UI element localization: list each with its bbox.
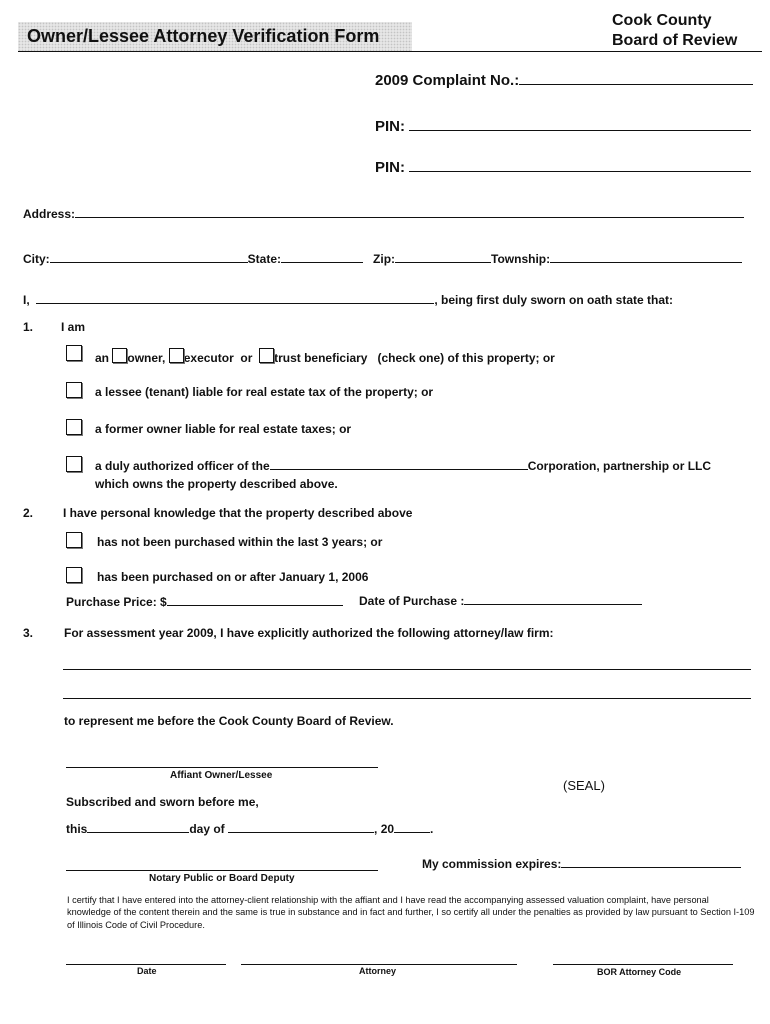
purchase-price-field[interactable] [66, 595, 343, 609]
notary-label: Notary Public or Board Deputy [149, 873, 295, 884]
affiant-name-line[interactable] [36, 303, 434, 304]
pin-label-2: PIN: [375, 159, 405, 176]
attorney-name-line-2[interactable] [63, 698, 751, 699]
option-or-text: or [240, 351, 253, 365]
form-title: Owner/Lessee Attorney Verification Form [27, 26, 380, 46]
checkbox-authorized-officer[interactable] [66, 456, 82, 472]
commission-line[interactable] [561, 867, 741, 868]
purchase-price-line[interactable] [167, 605, 343, 606]
seal-text: (SEAL) [563, 778, 605, 793]
checkbox-trust-beneficiary[interactable] [259, 348, 274, 363]
agency-name-line1: Cook County [612, 12, 712, 29]
checkbox-owner-executor-trust[interactable] [66, 345, 82, 361]
bor-code-line[interactable] [553, 964, 733, 965]
option-officer-text-a: a duly authorized officer of the [95, 459, 270, 473]
pin-field-1[interactable] [375, 118, 751, 135]
option-lessee-text: a lessee (tenant) liable for real estate tax of the property; or [95, 385, 434, 399]
section1-heading: I am [61, 320, 86, 334]
address-line[interactable] [75, 217, 744, 218]
oath-sworn-text: , being first duly sworn on oath state that: [434, 293, 674, 307]
option-an-text: an [95, 351, 110, 365]
entity-name-line[interactable] [270, 469, 528, 470]
option-authorized-officer [95, 459, 711, 473]
notary-date-row [66, 822, 433, 836]
purchase-date-label: Date of Purchase : [359, 594, 465, 608]
subscribed-text: Subscribed and sworn before me, [66, 795, 259, 809]
pin-label-1: PIN: [375, 118, 405, 135]
option-former-owner-text: a former owner liable for real estate taxes; or [95, 422, 352, 436]
notary-year-line[interactable] [394, 832, 430, 833]
date-signature-line[interactable] [66, 964, 226, 965]
certify-paragraph: I certify that I have entered into the attorney-client relationship with the affiant and I have read the accompanying assessed valuation complaint, have personal knowledge of the content therein and the same is true in substance and in fact and further, I so certify all under the penalties as provided by law pursuant to Section I-109 of Illinois Code of Civil Procedure. [67, 895, 755, 930]
state-line[interactable] [281, 262, 363, 263]
checkbox-purchased[interactable] [66, 567, 82, 583]
affiant-signature-line[interactable] [66, 767, 378, 768]
header-divider [18, 51, 762, 52]
period-text: . [430, 822, 434, 836]
checkbox-owner[interactable] [112, 348, 127, 363]
oath-row [23, 293, 673, 307]
section2-number: 2. [23, 506, 34, 520]
zip-label: Zip: [373, 252, 396, 266]
state-label: State: [247, 252, 282, 266]
notary-signature-line[interactable] [66, 870, 378, 871]
purchase-date-line[interactable] [464, 604, 642, 605]
zip-line[interactable] [395, 262, 491, 263]
option-owner-text: owner, [127, 351, 166, 365]
township-label: Township: [491, 252, 551, 266]
year-label: , 20 [374, 822, 395, 836]
section2-heading: I have personal knowledge that the property described above [63, 506, 413, 520]
checkbox-former-owner[interactable] [66, 419, 82, 435]
option-trust-text: trust beneficiary [274, 351, 368, 365]
address-field[interactable] [23, 207, 744, 221]
attorney-label: Attorney [359, 966, 397, 976]
complaint-number-label: 2009 Complaint No.: [375, 72, 520, 89]
city-label: City: [23, 252, 50, 266]
affiant-label: Affiant Owner/Lessee [170, 770, 273, 781]
oath-i-label: I, [23, 293, 30, 307]
date-label: Date [137, 966, 157, 976]
complaint-number-line[interactable] [519, 84, 753, 85]
purchase-date-field[interactable] [359, 594, 642, 608]
represent-text: to represent me before the Cook County Board of Review. [64, 714, 394, 728]
pin-field-2[interactable] [375, 159, 751, 176]
pin-line-1[interactable] [409, 130, 751, 131]
attorney-name-line-1[interactable] [63, 669, 751, 670]
checkbox-executor[interactable] [169, 348, 184, 363]
notary-day-line[interactable] [87, 832, 189, 833]
commission-label: My commission expires: [422, 857, 562, 871]
option-not-purchased-text: has not been purchased within the last 3 years; or [97, 535, 383, 549]
checkbox-lessee[interactable] [66, 382, 82, 398]
attorney-signature-line[interactable] [241, 964, 517, 965]
this-label: this [66, 822, 88, 836]
option-officer-text-b: Corporation, partnership or LLC [527, 459, 712, 473]
address-label: Address: [23, 207, 76, 221]
bor-code-label: BOR Attorney Code [597, 967, 682, 977]
option-purchased-text: has been purchased on or after January 1, 2006 [97, 570, 369, 584]
agency-name-line2: Board of Review [612, 32, 738, 49]
day-of-label: day of [189, 822, 225, 836]
form-title-banner [18, 22, 412, 52]
option-owner-executor-trust [95, 348, 555, 365]
section1-number: 1. [23, 320, 34, 334]
commission-field[interactable] [422, 857, 741, 871]
option-officer-text-c: which owns the property described above. [95, 477, 338, 491]
complaint-number-field[interactable] [375, 72, 753, 89]
city-state-zip-row [23, 252, 742, 266]
pin-line-2[interactable] [409, 171, 751, 172]
section3-heading: For assessment year 2009, I have explicitly authorized the following attorney/law firm: [64, 626, 554, 640]
option-check-one-text: (check one) of this property; or [377, 351, 555, 365]
checkbox-not-purchased[interactable] [66, 532, 82, 548]
purchase-price-label: Purchase Price: $ [66, 595, 167, 609]
option-executor-text: executor [183, 351, 234, 365]
township-line[interactable] [550, 262, 742, 263]
city-line[interactable] [50, 262, 248, 263]
section3-number: 3. [23, 626, 34, 640]
notary-month-line[interactable] [228, 832, 374, 833]
